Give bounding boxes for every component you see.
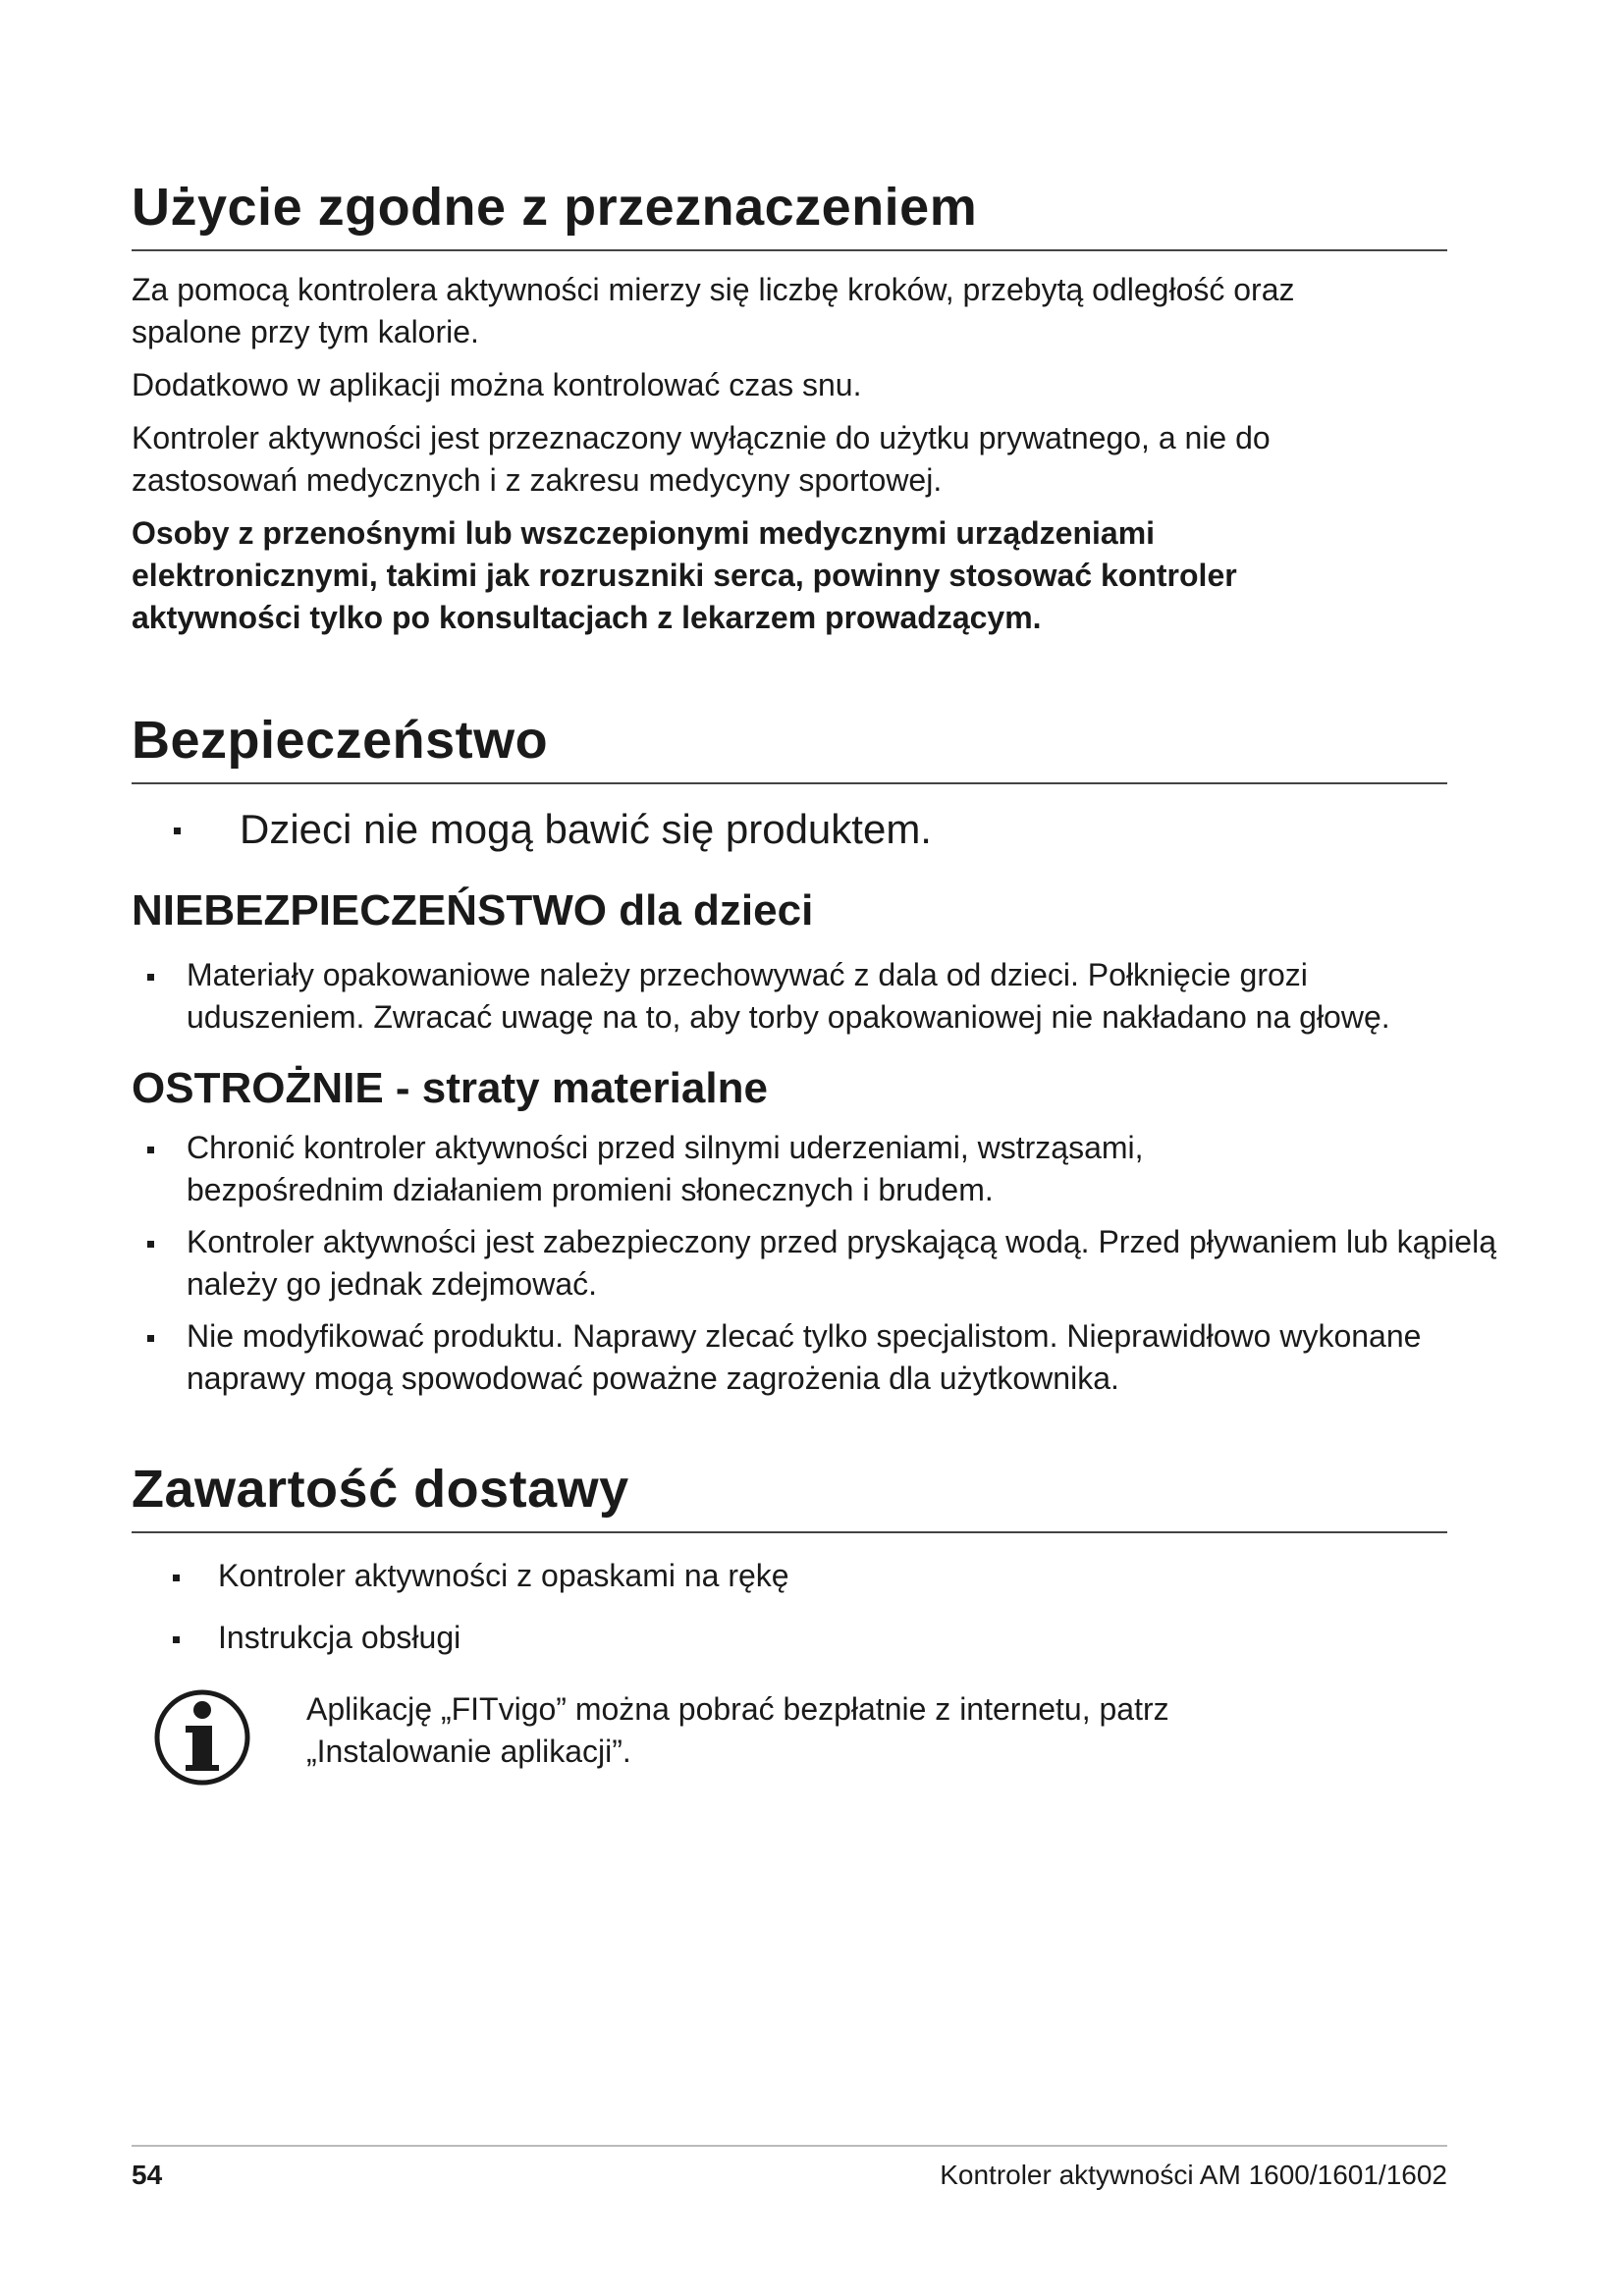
list-item <box>132 1315 1453 1400</box>
list-item <box>132 804 1447 855</box>
list-item <box>132 954 1414 1039</box>
bullet-icon <box>173 1636 180 1643</box>
bullet-icon <box>173 1575 180 1581</box>
danger-list <box>132 954 1447 1039</box>
page-content <box>132 177 1496 1806</box>
bullet-icon <box>147 1335 154 1342</box>
page-number: 54 <box>132 2160 163 2190</box>
list-item <box>132 1617 1447 1659</box>
list-item <box>132 1555 1447 1597</box>
danger-heading: NIEBEZPIECZEŃSTWO dla dzieci <box>132 886 814 935</box>
caution-heading: OSTROŻNIE - straty materialne <box>132 1063 768 1112</box>
bullet-icon <box>147 1241 154 1248</box>
section-title-safety: Bezpieczeństwo <box>132 710 1447 784</box>
list-item <box>132 1127 1316 1211</box>
delivery-list <box>132 1555 1447 1659</box>
section-intended-use <box>132 177 1447 639</box>
bullet-icon <box>174 828 181 834</box>
paragraph-sleep: Dodatkowo w aplikacji można kontrolować czas snu. <box>132 367 862 403</box>
section-title-delivery: Zawartość dostawy <box>132 1459 1447 1533</box>
bullet-icon <box>147 974 154 981</box>
info-icon <box>153 1688 251 1787</box>
paragraph-measurement: Za pomocą kontrolera aktywności mierzy się liczbę kroków, przebytą odległość oraz spalone przy tym kalorie. <box>132 272 1295 350</box>
list-item-text: Nie modyfikować produktu. Naprawy zlecać tylko specjalistom. Nieprawidłowo wykonane naprawy mogą spowodować poważne zagrożenia dla użytkownika. <box>187 1318 1422 1397</box>
list-item-text: Instrukcja obsługi <box>218 1620 461 1656</box>
paragraph-pacemaker-warning: Osoby z przenośnymi lub wszczepionymi medycznymi urządzeniami elektronicznymi, takimi jak rozruszniki serca, powinny stosować kontroler aktywności tylko po konsultacjach z lekarzem prowadzącym. <box>132 515 1237 636</box>
list-item-text: Chronić kontroler aktywności przed silnymi uderzeniami, wstrząsami, bezpośrednim działaniem promieni słonecznych i brudem. <box>187 1130 1144 1208</box>
list-item <box>132 1221 1502 1306</box>
footer-divider <box>132 2145 1447 2147</box>
list-item-text: Kontroler aktywności jest zabezpieczony przed pryskającą wodą. Przed pływaniem lub kąpielą należy go jednak zdejmować. <box>187 1224 1496 1303</box>
list-item-text: Dzieci nie mogą bawić się produktem. <box>240 806 932 853</box>
section-delivery <box>132 1459 1447 1806</box>
section-safety <box>132 710 1496 1400</box>
info-note <box>132 1688 1447 1806</box>
list-item-text: Materiały opakowaniowe należy przechowywać z dala od dzieci. Połknięcie grozi uduszeniem. Zwracać uwagę na to, aby torby opakowaniowej nie nakładano na głowę. <box>187 956 1390 1035</box>
paragraph-private-use: Kontroler aktywności jest przeznaczony wyłącznie do użytku prywatnego, a nie do zastosowań medycznych i z zakresu medycyny sportowej. <box>132 420 1271 499</box>
caution-list <box>132 1127 1496 1400</box>
footer-title: Kontroler aktywności AM 1600/1601/1602 <box>940 2160 1447 2190</box>
info-note-text: Aplikację „FITvigo” można pobrać bezpłatnie z internetu, patrz „Instalowanie aplikacji”. <box>306 1691 1169 1770</box>
safety-main-list <box>132 804 1447 855</box>
section-title-intended-use: Użycie zgodne z przeznaczeniem <box>132 177 1447 251</box>
list-item-text: Kontroler aktywności z opaskami na rękę <box>218 1558 789 1594</box>
bullet-icon <box>147 1147 154 1153</box>
